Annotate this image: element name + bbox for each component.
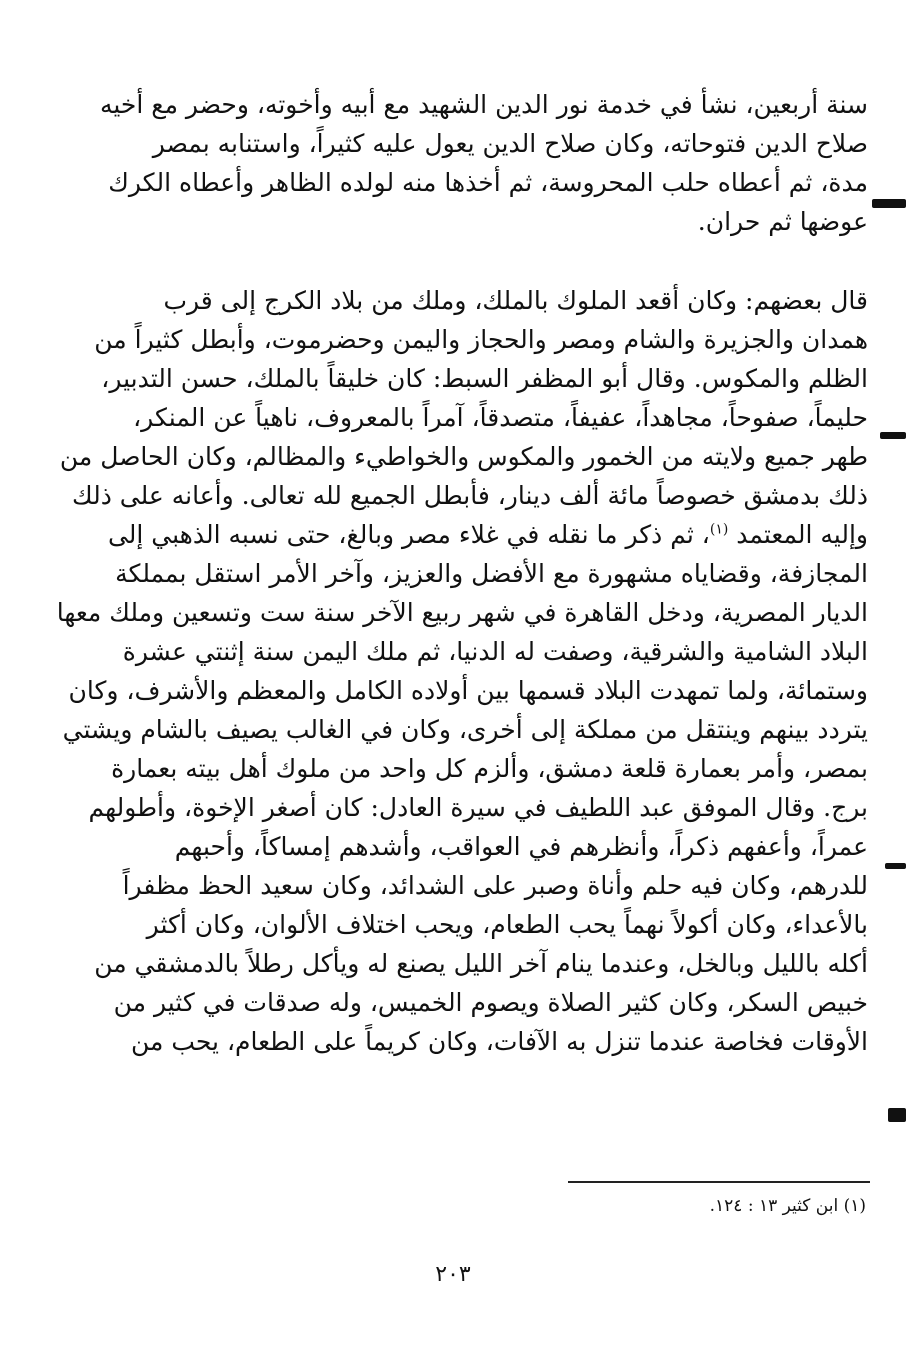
text-line: يتردد بينهم وينتقل من مملكة إلى أخرى، وكان في الغالب يصيف بالشام ويشتي [62,715,868,744]
paragraph-1 [99,85,868,241]
text-line: مدة، ثم أعطاه حلب المحروسة، ثم أخذها منه لولده الظاهر وأعطاه الكرك [108,168,868,197]
text-line: سنة أربعين، نشأ في خدمة نور الدين الشهيد مع أبيه وأخوته، وحضر مع أخيه [99,90,868,119]
text-line: البلاد الشامية والشرقية، وصفت له الدنيا، ثم ملك اليمن سنة إثنتي عشرة [122,637,868,666]
margin-ink-mark [872,199,906,208]
text-line: الديار المصرية، ودخل القاهرة في شهر ربيع الآخر سنة ست وتسعين وملك معها [56,598,868,627]
text-line: حليماً، صفوحاً، مجاهداً، عفيفاً، متصدقاً، آمراً بالمعروف، ناهياً عن المنكر، [133,403,868,432]
text-line: المجازفة، وقضاياه مشهورة مع الأفضل والعزيز، وآخر الأمر استقل بمملكة [115,559,868,588]
text-line: صلاح الدين فتوحاته، وكان صلاح الدين يعول عليه كثيراً، واستنابه بمصر [152,129,868,158]
text-line: الأوقات فخاصة عندما تنزل به الآفات، وكان كريماً على الطعام، يحب من [131,1027,868,1056]
text-line: برج. وقال الموفق عبد اللطيف في سيرة العادل: كان أصغر الإخوة، وأطولهم [88,793,868,822]
paragraph-2 [56,281,868,1061]
text-line: قال بعضهم: وكان أقعد الملوك بالملك، وملك من بلاد الكرج إلى قرب [163,286,868,315]
text-line: طهر جميع ولايته من الخمور والمكوس والخواطيء والمظالم، وكان الحاصل من [59,442,868,471]
footnote-divider [568,1181,870,1183]
text-line: للدرهم، وكان فيه حلم وأناة وصبر على الشدائد، وكان سعيد الحظ مظفراً [122,871,868,900]
text-line: بالأعداء، وكان أكولاً نهماً يحب الطعام، ويحب اختلاف الألوان، وكان أكثر [146,910,868,939]
text-line: خبيص السكر، وكان كثير الصلاة ويصوم الخميس، وله صدقات في كثير من [113,988,868,1017]
margin-ink-mark [880,432,906,439]
footnote-reference[interactable]: (١) [709,521,729,538]
text-segment: وإليه المعتمد [736,520,868,549]
page-number: ٢٠٣ [435,1262,471,1287]
text-line-with-footnote-ref [107,515,868,554]
text-line: بمصر، وأمر بعمارة قلعة دمشق، وألزم كل واحد من ملوك أهل بيته بعمارة [111,754,868,783]
text-line: أكله بالليل وبالخل، وعندما ينام آخر الليل يصنع له ويأكل رطلاً بالدمشقي من [94,949,868,978]
text-line: ذلك بدمشق خصوصاً مائة ألف دينار، فأبطل الجميع لله تعالى. وأعانه على ذلك [72,481,868,510]
text-line: الظلم والمكوس. وقال أبو المظفر السبط: كان خليقاً بالملك، حسن التدبير، [101,364,868,393]
margin-ink-mark [888,1108,906,1122]
footnote: (١) ابن كثير ١٣ : ١٢٤. [709,1196,866,1216]
text-line: همدان والجزيرة والشام ومصر والحجاز واليمن وحضرموت، وأبطل كثيراً من [94,325,868,354]
text-segment: ، ثم ذكر ما نقله في غلاء مصر وبالغ، حتى نسبه الذهبي إلى [107,520,710,549]
margin-ink-mark [885,863,906,869]
text-line: وستمائة، ولما تمهدت البلاد قسمها بين أولاده الكامل والمعظم والأشرف، وكان [68,676,868,705]
text-line: عوضها ثم حران. [697,207,868,236]
text-line: عمراً، وأعفهم ذكراً، وأنظرهم في العواقب، وأشدهم إمساكاً، وأحبهم [174,832,868,861]
